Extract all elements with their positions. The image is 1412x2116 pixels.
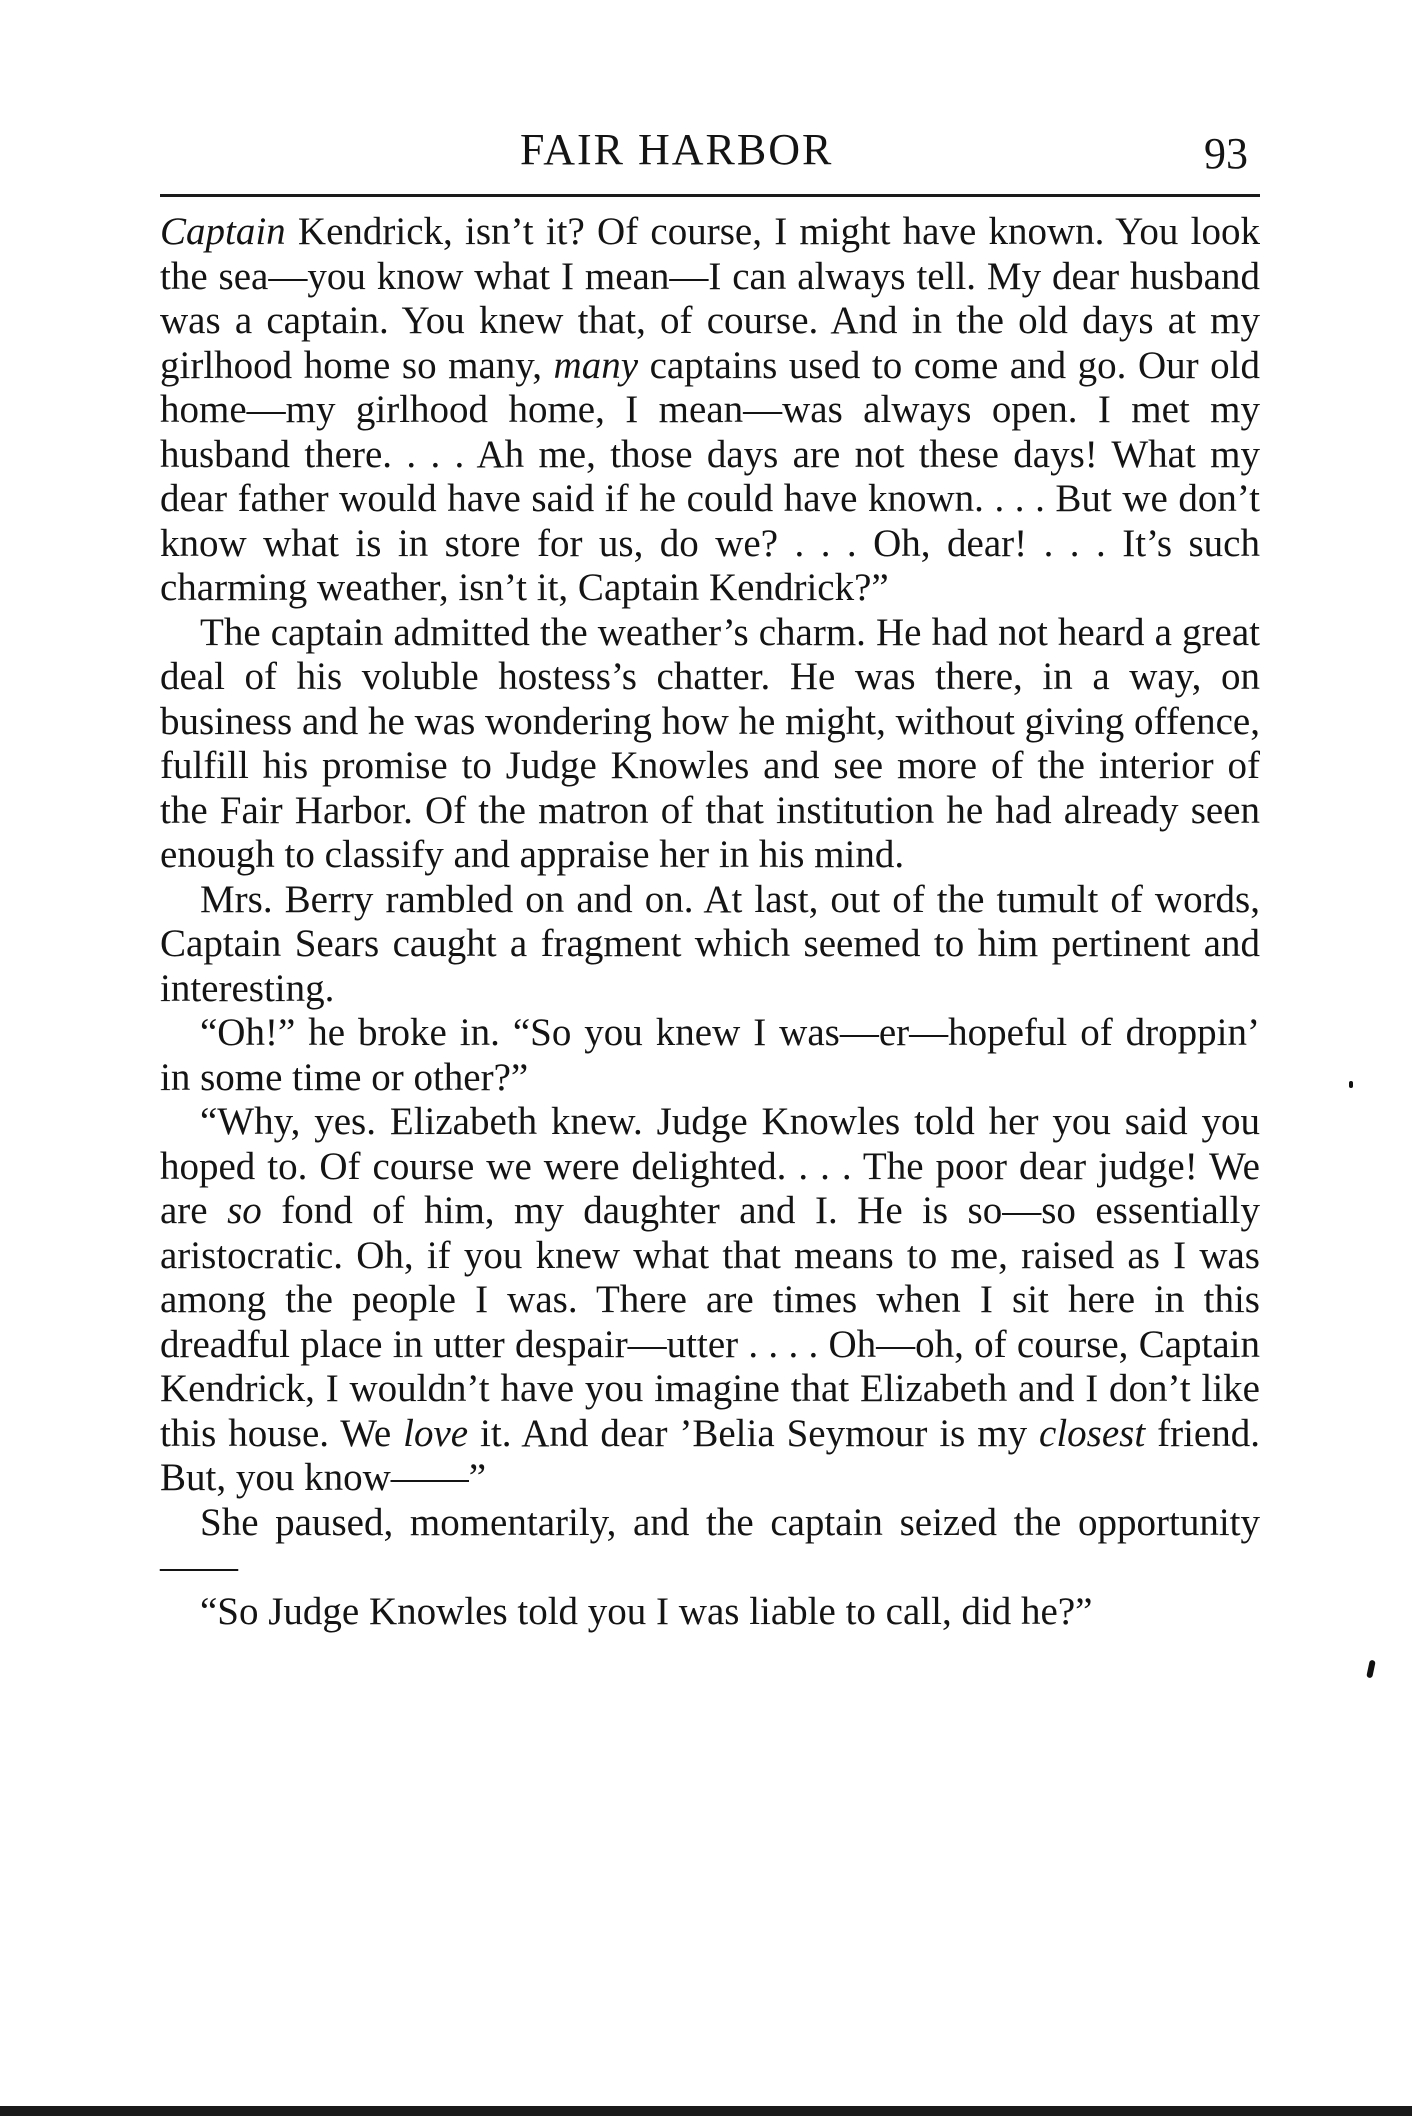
running-head: FAIR HARBOR <box>520 125 834 174</box>
paragraph <box>160 1100 1260 1501</box>
page-bottom-edge <box>0 2106 1412 2116</box>
paragraph-text: Kendrick, isn’t it? Of course, I might have known. You look the sea—you know what I mean—I can always tell. My dear husband was a captain. You knew that, of course. And in the old days at my girlhood home so many, <box>160 210 1260 387</box>
italic-text: so <box>227 1189 262 1232</box>
paragraph: The captain admitted the weather’s charm. He had not heard a great deal of his voluble hostess’s chatter. He was there, in a way, on business and he was wondering how he might, without giving offence, fulfill his promise to Judge Knowles and see more of the interior of the Fair Harbor. Of the matron of that institution he had already seen enough to classify and appraise her in his mind. <box>160 610 1260 876</box>
stray-ink-mark <box>1366 1660 1376 1679</box>
paragraph: Mrs. Berry rambled on and on. At last, out of the tumult of words, Captain Sears caught a fragment which seemed to him pertinent and interesting. <box>160 877 1260 1010</box>
italic-text: closest <box>1039 1411 1146 1455</box>
paragraph-text: “Why, yes. Elizabeth knew. Judge Knowles told her you said you hoped to. Of course we were delighted. . . . The poor dear judge! We are <box>160 1100 1260 1232</box>
page-body <box>160 210 1260 1634</box>
header-rule <box>160 194 1260 197</box>
paragraph <box>160 210 1260 611</box>
page-header <box>160 110 1260 200</box>
italic-text: many <box>553 343 639 387</box>
paragraph: “So Judge Knowles told you I was liable to call, did he?” <box>200 1589 1093 1633</box>
stray-ink-mark <box>1349 1081 1353 1088</box>
paragraph-text: captains used to come and go. Our old home—my girlhood home, I mean—was always open. I met my husband there. . . . Ah me, those days are not these days! What my dear father would have said if he could have known. . . . But we don’t know what is in store for us, do we? . . . Oh, dear! . . . It’s such charming weather, isn’t it, Captain Kendrick?” <box>160 343 1260 609</box>
paragraph: She paused, momentarily, and the captain seized the opportunity—— <box>160 1500 1260 1588</box>
paragraph-text: friend. But, you know——” <box>160 1411 1260 1499</box>
paragraph: “Oh!” he broke in. “So you knew I was—er—hopeful of droppin’ in some time or other?” <box>160 1011 1260 1099</box>
italic-text: Captain <box>160 210 286 253</box>
italic-text: love <box>403 1411 469 1455</box>
paragraph-text: it. And dear ’Belia Seymour is my <box>468 1411 1040 1455</box>
page-number: 93 <box>1204 129 1248 178</box>
paragraph-text: fond of him, my daughter and I. He is so—so essentially aristocratic. Oh, if you knew what that means to me, raised as I was among the people I was. There are times when I sit here in this dreadful place in utter despair—utter . . . . Oh—oh, of course, Captain Kendrick, I wouldn’t have you imagine that Elizabeth and I don’t like this house. We <box>160 1189 1260 1455</box>
